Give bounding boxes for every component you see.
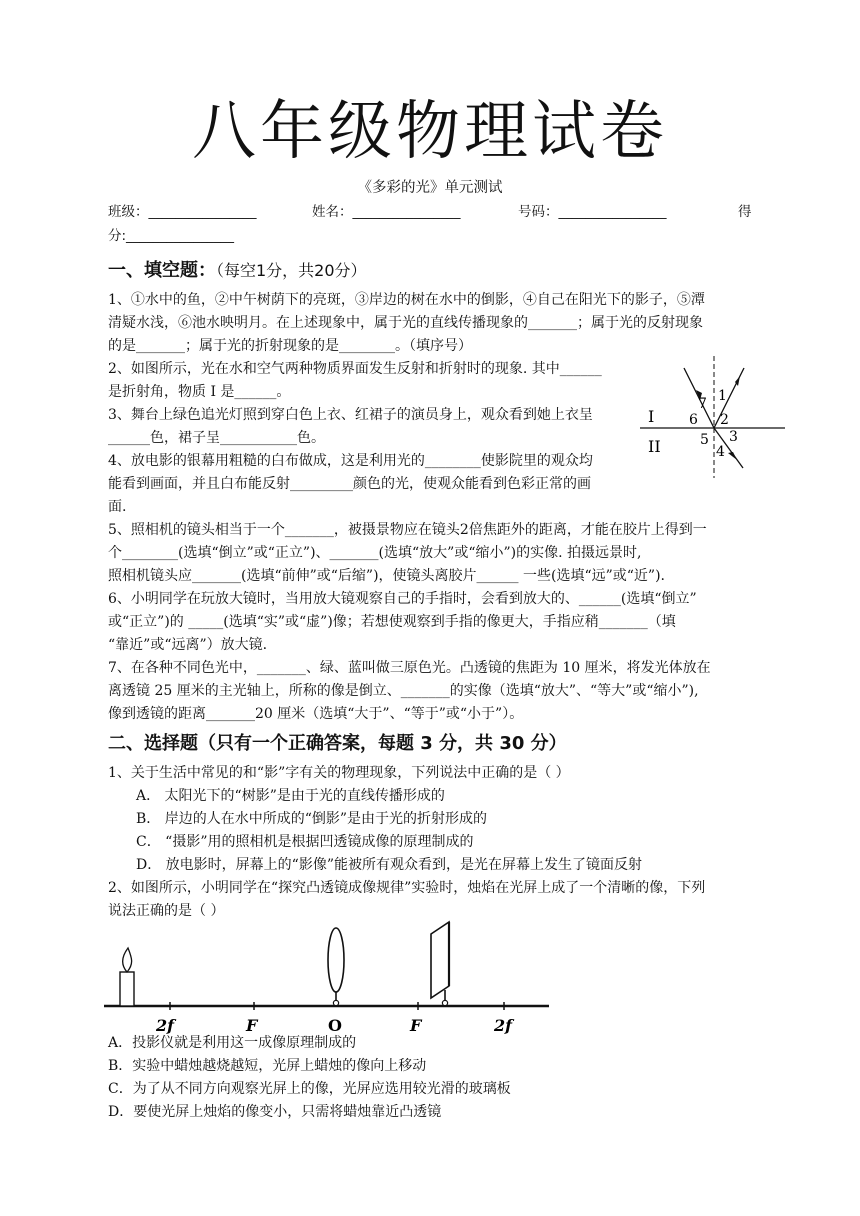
s1-line: 或“正立”)的 _____(选填“实”或“虚”)像；若想使观察到手指的像更大，手指应稍_______（填 [108, 614, 676, 630]
s1-line: 4、放电影的银幕用粗糙的白布做成，这是利用光的________使影院里的观众均 [108, 453, 593, 469]
q2-stem: 2、如图所示，小明同学在“探究凸透镜成像规律”实验时，烛焰在光屏上成了一个清晰的像，下列 [108, 880, 706, 896]
s1-line: 清疑水浅，⑥池水映明月。在上述现象中，属于光的直线传播现象的_______；属于光的反射现象 [108, 315, 703, 331]
flame-icon [123, 948, 132, 972]
s1-line: 7、在各种不同色光中，_______、绿、蓝叫做三原色光。凸透镜的焦距为 10 厘米，将发光体放在 [108, 660, 711, 676]
section1-heading [108, 256, 367, 282]
q1-stem: 1、关于生活中常见的和“影”字有关的物理现象，下列说法中正确的是（ ） [108, 765, 570, 781]
angle-label: 5 [700, 432, 709, 448]
score-label: 得 [738, 204, 752, 220]
section1-note: （每空1分，共20分） [216, 261, 367, 280]
q1-option-c[interactable]: C． “摄影”用的照相机是根据凹透镜成像的原理制成的 [136, 834, 474, 850]
axis-label: F [246, 1016, 258, 1035]
section2-heading: 二、选择题（只有一个正确答案，每题 3 分，共 30 分） [108, 733, 567, 754]
arrow-icon [728, 452, 737, 460]
page-title: 八年级物理试卷 [192, 95, 668, 169]
class-field[interactable]: 班级：________________ [108, 204, 257, 220]
number-field[interactable]: 号码：________________ [518, 204, 667, 220]
s1-line: 个________(选填“倒立”或“正立”)、_______(选填“放大”或“缩小”)的实像. 拍摄远景时, [108, 545, 642, 561]
s1-line: 能看到画面，并且白布能反射_________颜色的光，使观众能看到色彩正常的画 [108, 476, 591, 492]
section1-title: 一、填空题： [108, 260, 216, 281]
q2-option-d[interactable]: D．要使光屏上烛焰的像变小，只需将蜡烛靠近凸透镜 [108, 1104, 442, 1120]
angle-label: 4 [716, 444, 725, 460]
axis-label: 2f [494, 1016, 513, 1035]
s1-line: ______色，裙子呈___________色。 [108, 430, 325, 446]
convex-lens [328, 928, 344, 992]
s1-line: 6、小明同学在玩放大镜时，当用放大镜观察自己的手指时，会看到放大的、______(选填“倒立” [108, 591, 697, 607]
refraction-diagram [640, 352, 785, 482]
q1-option-d[interactable]: D． 放电影时，屏幕上的“影像”能被所有观众看到，是光在屏幕上发生了镜面反射 [136, 857, 642, 873]
angle-label: 3 [729, 429, 738, 445]
optical-bench-diagram [104, 918, 554, 1036]
q2-option-a[interactable]: A．投影仪就是利用这一成像原理制成的 [108, 1035, 357, 1051]
lens-mount [333, 1000, 338, 1005]
q2-option-b[interactable]: B．实验中蜡烛越烧越短，光屏上蜡烛的像向上移动 [108, 1058, 427, 1074]
s1-line: 面. [108, 499, 127, 515]
angle-label: 1 [718, 388, 727, 404]
q1-option-a[interactable]: A． 太阳光下的“树影”是由于光的直线传播形成的 [136, 788, 445, 804]
s1-line: 3、舞台上绿色追光灯照到穿白色上衣、红裙子的演员身上，观众看到她上衣呈 [108, 407, 593, 423]
s1-line: “靠近”或“远离”）放大镜. [108, 637, 268, 653]
angle-label: 2 [720, 412, 729, 428]
angle-label: 6 [689, 412, 698, 428]
q2-option-c[interactable]: C．为了从不同方向观察光屏上的像，光屏应选用较光滑的玻璃板 [108, 1081, 511, 1097]
axis-label: O [328, 1016, 342, 1035]
s1-line: 是折射角，物质 I 是______。 [108, 384, 291, 400]
axis-label: F [410, 1016, 422, 1035]
name-field[interactable]: 姓名：________________ [312, 204, 461, 220]
q1-option-b[interactable]: B． 岸边的人在水中所成的“倒影”是由于光的折射形成的 [136, 811, 488, 827]
candle [120, 972, 134, 1006]
q2-stem: 说法正确的是（ ） [108, 903, 225, 919]
medium-label: I [648, 407, 655, 426]
medium-label: II [648, 437, 661, 456]
light-screen [431, 922, 449, 998]
s1-line: 5、照相机的镜头相当于一个_______，被摄景物应在镜头2倍焦距外的距离，才能在胶片上得到一 [108, 522, 707, 538]
score-field[interactable]: 分:________________ [108, 228, 235, 244]
s1-line: 的是_______；属于光的折射现象的是________。（填序号） [108, 338, 472, 354]
s1-line: 1、①水中的鱼，②中午树荫下的亮斑，③岸边的树在水中的倒影，④自己在阳光下的影子，⑤潭 [108, 292, 705, 308]
axis-label: 2f [156, 1016, 175, 1035]
screen-mount [442, 1000, 447, 1005]
s1-line: 离透镜 25 厘米的主光轴上，所称的像是倒立、_______的实像（选填“放大”、“等大”或“缩小”), [108, 683, 699, 699]
s1-line: 像到透镜的距离_______20 厘米（选填“大于”、“等于”或“小于”）。 [108, 706, 524, 722]
s1-line: 2、如图所示，光在水和空气两种物质界面发生反射和折射时的现象. 其中______ [108, 361, 602, 377]
s1-line: 照相机镜头应_______(选填“前伸”或“后缩”)，使镜头离胶片______ 一些(选填“远”或“近”). [108, 568, 666, 584]
angle-label: 7 [698, 396, 707, 412]
page-subtitle: 《多彩的光》单元测试 [357, 180, 503, 196]
